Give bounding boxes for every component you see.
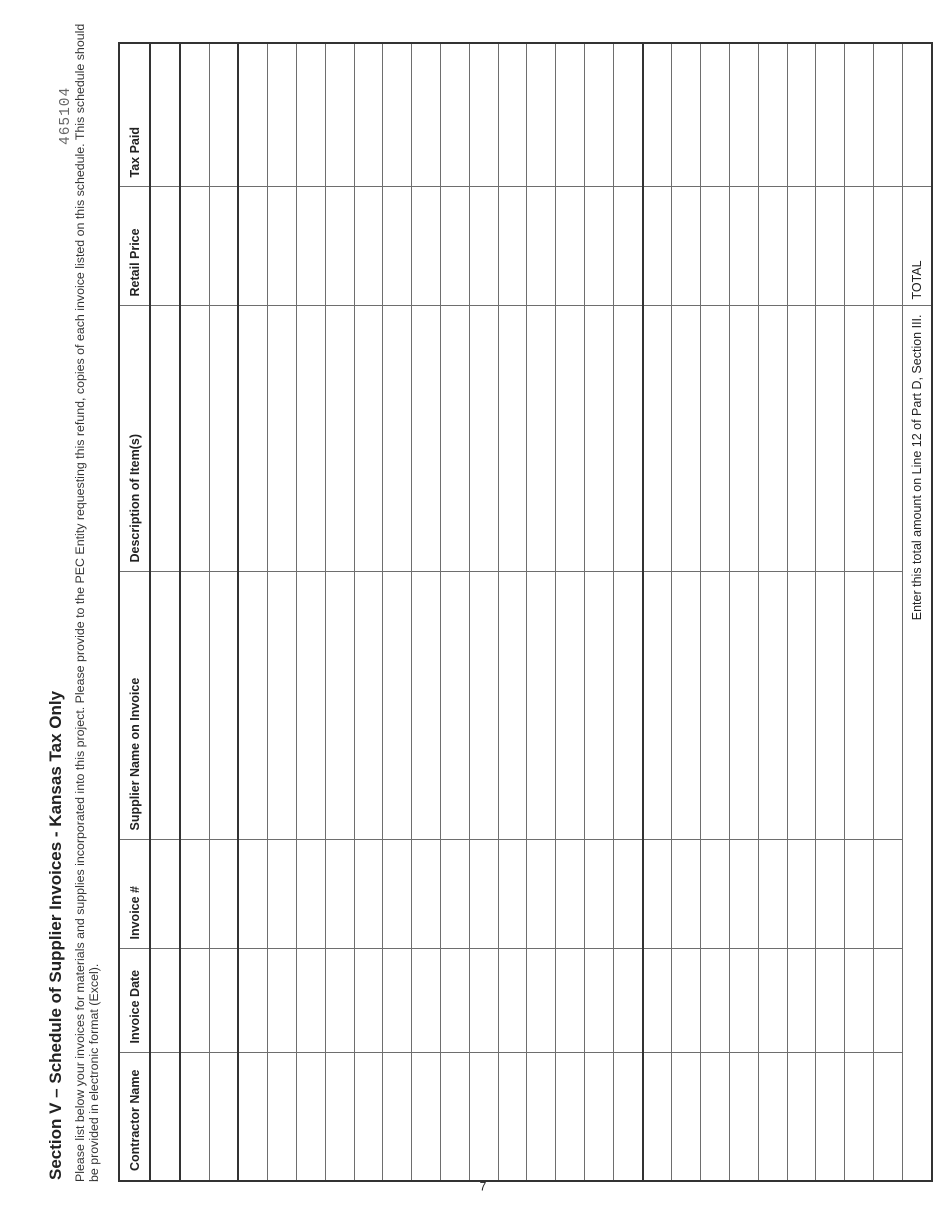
entry-cell[interactable] (643, 43, 672, 187)
entry-cell[interactable] (613, 949, 642, 1053)
instructions: Please list below your invoices for materials and supplies incorporated into this project. Please provide to the PEC Entity requesting this refund, copies of each invoice listed on this schedule. This schedule should be provided in electronic format (Excel). (73, 23, 101, 1182)
entry-cell[interactable] (584, 572, 613, 840)
entry-cell[interactable] (584, 949, 613, 1053)
entry-cell[interactable] (209, 840, 238, 949)
entry-cell[interactable] (527, 949, 556, 1053)
entry-cell[interactable] (238, 43, 267, 187)
entry-cell[interactable] (758, 949, 787, 1053)
entry-cell[interactable] (180, 43, 209, 187)
entry-cell[interactable] (296, 43, 325, 187)
entry-cell[interactable] (816, 306, 845, 572)
entry-cell[interactable] (729, 187, 758, 306)
entry-cell[interactable] (672, 187, 701, 306)
entry-cell[interactable] (729, 840, 758, 949)
entry-cell[interactable] (238, 1053, 267, 1181)
entry-cell[interactable] (383, 840, 412, 949)
entry-cell[interactable] (613, 840, 642, 949)
table-row (469, 43, 498, 1181)
entry-cell[interactable] (758, 306, 787, 572)
entry-cell[interactable] (527, 840, 556, 949)
total-tax-paid-cell[interactable] (902, 43, 932, 187)
entry-cell[interactable] (268, 43, 297, 187)
entry-cell[interactable] (383, 43, 412, 187)
entry-cell[interactable] (354, 572, 383, 840)
entry-cell[interactable] (296, 572, 325, 840)
total-label: TOTAL (902, 187, 932, 306)
entry-cell[interactable] (758, 43, 787, 187)
entry-cell[interactable] (584, 43, 613, 187)
entry-cell[interactable] (180, 306, 209, 572)
entry-cell[interactable] (729, 572, 758, 840)
entry-cell[interactable] (556, 187, 585, 306)
entry-cell[interactable] (672, 306, 701, 572)
entry-cell[interactable] (873, 306, 902, 572)
form-number: 465104 (58, 86, 74, 145)
entry-cell[interactable] (412, 306, 441, 572)
table-row (150, 43, 180, 1181)
table-row (643, 43, 672, 1181)
table-row (701, 43, 730, 1181)
entry-cell[interactable] (845, 306, 874, 572)
entry-cell[interactable] (268, 1053, 297, 1181)
entry-cell[interactable] (440, 43, 469, 187)
entry-cell[interactable] (498, 949, 527, 1053)
table-row (412, 43, 441, 1181)
entry-cell[interactable] (643, 187, 672, 306)
entry-cell[interactable] (238, 306, 267, 572)
entry-cell[interactable] (296, 306, 325, 572)
entry-cell[interactable] (383, 187, 412, 306)
entry-cell[interactable] (527, 572, 556, 840)
entry-cell[interactable] (498, 572, 527, 840)
entry-cell[interactable] (613, 1053, 642, 1181)
entry-cell[interactable] (672, 572, 701, 840)
entry-cell[interactable] (845, 43, 874, 187)
entry-cell[interactable] (469, 949, 498, 1053)
entry-cell[interactable] (412, 572, 441, 840)
entry-cell[interactable] (758, 840, 787, 949)
entry-cell[interactable] (873, 1053, 902, 1181)
entry-cell[interactable] (238, 187, 267, 306)
entry-cell[interactable] (325, 43, 354, 187)
table-row (180, 43, 209, 1181)
column-header: Description of Item(s) (119, 306, 150, 572)
entry-cell[interactable] (325, 306, 354, 572)
entry-cell[interactable] (845, 1053, 874, 1181)
entry-cell[interactable] (672, 840, 701, 949)
entry-cell[interactable] (787, 949, 816, 1053)
entry-cell[interactable] (296, 949, 325, 1053)
entry-cell[interactable] (354, 949, 383, 1053)
entry-cell[interactable] (469, 306, 498, 572)
entry-cell[interactable] (758, 1053, 787, 1181)
entry-cell[interactable] (527, 43, 556, 187)
page-title: Section V – Schedule of Supplier Invoices - Kansas Tax Only (46, 690, 65, 1180)
column-header: Supplier Name on Invoice (119, 572, 150, 840)
entry-cell[interactable] (440, 1053, 469, 1181)
entry-cell[interactable] (556, 949, 585, 1053)
entry-cell[interactable] (729, 43, 758, 187)
entry-cell[interactable] (787, 306, 816, 572)
table-row (268, 43, 297, 1181)
entry-cell[interactable] (383, 306, 412, 572)
entry-cell[interactable] (209, 949, 238, 1053)
entry-cell[interactable] (469, 1053, 498, 1181)
entry-cell[interactable] (180, 840, 209, 949)
entry-cell[interactable] (845, 187, 874, 306)
entry-cell[interactable] (584, 187, 613, 306)
entry-cell[interactable] (816, 572, 845, 840)
table-row (672, 43, 701, 1181)
table-row (209, 43, 238, 1181)
entry-cell[interactable] (816, 43, 845, 187)
entry-cell[interactable] (643, 1053, 672, 1181)
entry-cell[interactable] (758, 572, 787, 840)
entry-cell[interactable] (469, 572, 498, 840)
entry-cell[interactable] (354, 1053, 383, 1181)
entry-cell[interactable] (613, 306, 642, 572)
table-row (873, 43, 902, 1181)
entry-cell[interactable] (643, 840, 672, 949)
entry-cell[interactable] (440, 572, 469, 840)
page-number: 7 (479, 1179, 487, 1194)
entry-cell[interactable] (440, 306, 469, 572)
entry-cell[interactable] (412, 1053, 441, 1181)
entry-cell[interactable] (584, 1053, 613, 1181)
entry-cell[interactable] (296, 187, 325, 306)
entry-cell[interactable] (873, 949, 902, 1053)
entry-cell[interactable] (758, 187, 787, 306)
table-row (845, 43, 874, 1181)
entry-cell[interactable] (816, 840, 845, 949)
entry-cell[interactable] (556, 840, 585, 949)
entry-cell[interactable] (672, 43, 701, 187)
entry-cell[interactable] (556, 572, 585, 840)
entry-cell[interactable] (180, 187, 209, 306)
column-header: Contractor Name (119, 1053, 150, 1181)
total-row (902, 43, 932, 1181)
entry-cell[interactable] (412, 949, 441, 1053)
entry-cell[interactable] (150, 949, 180, 1053)
entry-cell[interactable] (383, 949, 412, 1053)
entry-cell[interactable] (527, 306, 556, 572)
entry-cell[interactable] (268, 840, 297, 949)
entry-cell[interactable] (209, 572, 238, 840)
entry-cell[interactable] (412, 43, 441, 187)
table-row (556, 43, 585, 1181)
entry-cell[interactable] (556, 43, 585, 187)
column-header: Invoice # (119, 840, 150, 949)
entry-cell[interactable] (209, 187, 238, 306)
entry-cell[interactable] (701, 43, 730, 187)
entry-cell[interactable] (873, 840, 902, 949)
entry-cell[interactable] (643, 572, 672, 840)
entry-cell[interactable] (440, 840, 469, 949)
entry-cell[interactable] (209, 1053, 238, 1181)
entry-cell[interactable] (150, 840, 180, 949)
entry-cell[interactable] (701, 306, 730, 572)
entry-cell[interactable] (180, 1053, 209, 1181)
total-note: Enter this total amount on Line 12 of Part D, Section III. (902, 306, 932, 1181)
entry-cell[interactable] (150, 306, 180, 572)
entry-cell[interactable] (412, 840, 441, 949)
entry-cell[interactable] (383, 1053, 412, 1181)
entry-cell[interactable] (873, 187, 902, 306)
entry-cell[interactable] (150, 572, 180, 840)
column-header: Invoice Date (119, 949, 150, 1053)
entry-cell[interactable] (787, 1053, 816, 1181)
entry-cell[interactable] (613, 572, 642, 840)
entry-cell[interactable] (787, 840, 816, 949)
entry-cell[interactable] (584, 840, 613, 949)
table-row (584, 43, 613, 1181)
entry-cell[interactable] (787, 43, 816, 187)
entry-cell[interactable] (354, 306, 383, 572)
entry-cell[interactable] (209, 306, 238, 572)
table-row (383, 43, 412, 1181)
entry-cell[interactable] (527, 1053, 556, 1181)
table-row (440, 43, 469, 1181)
table-row (296, 43, 325, 1181)
table-row (729, 43, 758, 1181)
entry-cell[interactable] (268, 572, 297, 840)
entry-cell[interactable] (469, 43, 498, 187)
entry-cell[interactable] (498, 187, 527, 306)
entry-cell[interactable] (354, 187, 383, 306)
entry-cell[interactable] (354, 43, 383, 187)
entry-cell[interactable] (701, 1053, 730, 1181)
entry-cell[interactable] (325, 1053, 354, 1181)
entry-cell[interactable] (354, 840, 383, 949)
entry-cell[interactable] (325, 949, 354, 1053)
table-row (238, 43, 267, 1181)
entry-cell[interactable] (325, 187, 354, 306)
entry-cell[interactable] (643, 306, 672, 572)
entry-cell[interactable] (209, 43, 238, 187)
entry-cell[interactable] (469, 840, 498, 949)
entry-cell[interactable] (150, 43, 180, 187)
entry-cell[interactable] (729, 949, 758, 1053)
table-row (498, 43, 527, 1181)
entry-cell[interactable] (729, 1053, 758, 1181)
entry-cell[interactable] (672, 1053, 701, 1181)
entry-cell[interactable] (613, 43, 642, 187)
entry-cell[interactable] (845, 572, 874, 840)
entry-cell[interactable] (613, 187, 642, 306)
entry-cell[interactable] (701, 572, 730, 840)
table-row (758, 43, 787, 1181)
table-row (613, 43, 642, 1181)
entry-cell[interactable] (150, 187, 180, 306)
entry-cell[interactable] (701, 187, 730, 306)
column-header: Retail Price (119, 187, 150, 306)
entry-cell[interactable] (556, 306, 585, 572)
entry-cell[interactable] (238, 949, 267, 1053)
entry-cell[interactable] (498, 840, 527, 949)
entry-cell[interactable] (816, 1053, 845, 1181)
entry-cell[interactable] (238, 572, 267, 840)
entry-cell[interactable] (787, 187, 816, 306)
entry-cell[interactable] (672, 949, 701, 1053)
entry-cell[interactable] (845, 840, 874, 949)
table-row (325, 43, 354, 1181)
entry-cell[interactable] (729, 306, 758, 572)
entry-cell[interactable] (440, 187, 469, 306)
table-row (787, 43, 816, 1181)
entry-cell[interactable] (296, 840, 325, 949)
entry-cell[interactable] (873, 572, 902, 840)
entry-cell[interactable] (498, 306, 527, 572)
entry-cell[interactable] (268, 949, 297, 1053)
entry-cell[interactable] (701, 949, 730, 1053)
entry-cell[interactable] (180, 572, 209, 840)
entry-cell[interactable] (527, 187, 556, 306)
entry-cell[interactable] (845, 949, 874, 1053)
entry-cell[interactable] (469, 187, 498, 306)
entry-cell[interactable] (412, 187, 441, 306)
entry-cell[interactable] (325, 572, 354, 840)
entry-cell[interactable] (268, 187, 297, 306)
entry-cell[interactable] (556, 1053, 585, 1181)
entry-cell[interactable] (296, 1053, 325, 1181)
entry-cell[interactable] (268, 306, 297, 572)
table-header-row (119, 43, 150, 1181)
invoice-schedule-table (118, 42, 933, 1182)
entry-cell[interactable] (150, 1053, 180, 1181)
entry-cell[interactable] (383, 572, 412, 840)
table-row (354, 43, 383, 1181)
entry-cell[interactable] (498, 43, 527, 187)
entry-cell[interactable] (498, 1053, 527, 1181)
table-row (527, 43, 556, 1181)
column-header: Tax Paid (119, 43, 150, 187)
entry-cell[interactable] (873, 43, 902, 187)
entry-cell[interactable] (816, 187, 845, 306)
entry-cell[interactable] (325, 840, 354, 949)
entry-cell[interactable] (238, 840, 267, 949)
entry-cell[interactable] (440, 949, 469, 1053)
entry-cell[interactable] (816, 949, 845, 1053)
entry-cell[interactable] (787, 572, 816, 840)
table-row (816, 43, 845, 1181)
entry-cell[interactable] (643, 949, 672, 1053)
entry-cell[interactable] (701, 840, 730, 949)
entry-cell[interactable] (584, 306, 613, 572)
entry-cell[interactable] (180, 949, 209, 1053)
